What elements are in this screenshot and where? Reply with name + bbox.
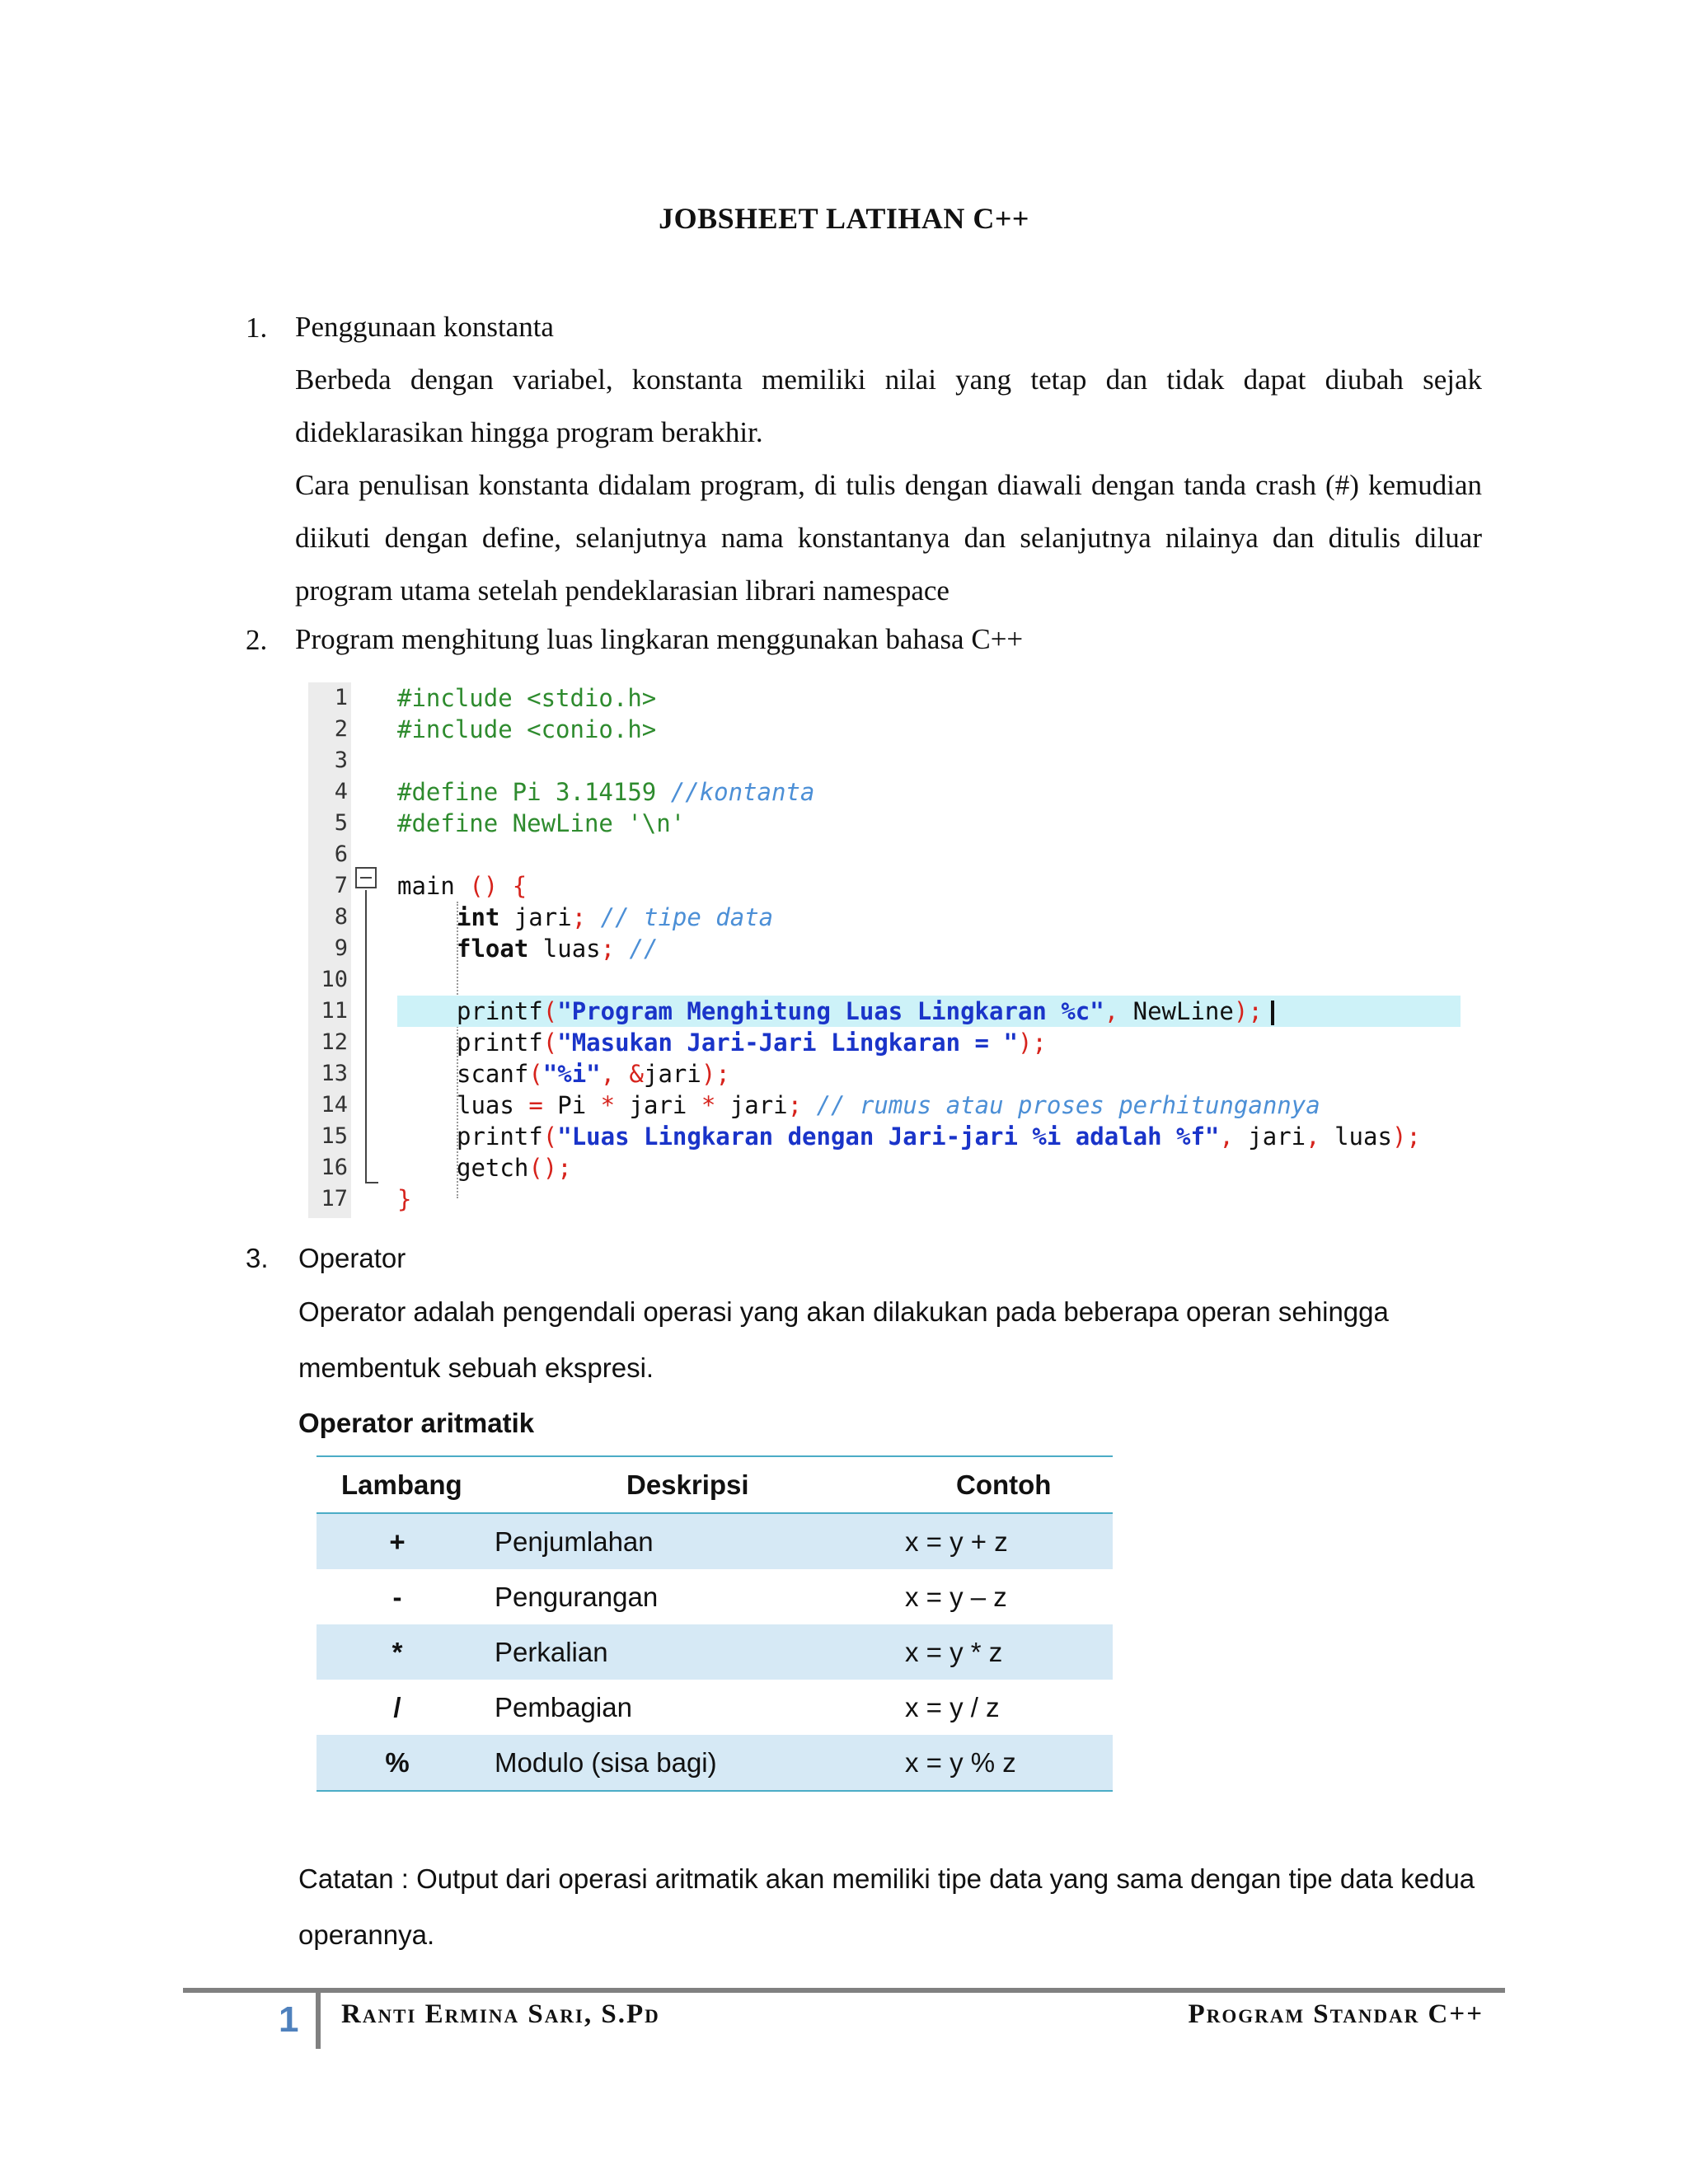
table-row <box>316 1514 1113 1569</box>
table-header-row <box>316 1457 1113 1512</box>
section-3-para: Operator adalah pengendali operasi yang akan dilakukan pada beberapa operan sehingga membentuk sebuah ekspresi. <box>298 1296 1389 1383</box>
row-example: x = y + z <box>905 1526 1008 1557</box>
row-example: x = y – z <box>905 1582 1007 1612</box>
code-line-9: float luas; // <box>457 935 659 963</box>
line-number: 11 <box>321 998 348 1024</box>
code-line-8: int jari; // tipe data <box>457 903 774 931</box>
footer-course: Program Standar C++ <box>1188 1999 1484 2029</box>
line-number: 14 <box>321 1092 348 1118</box>
line-number: 8 <box>334 904 348 930</box>
row-symbol: * <box>392 1637 403 1667</box>
table-row <box>316 1735 1113 1790</box>
row-description: Penjumlahan <box>495 1526 654 1557</box>
footer-author: Ranti Ermina Sari, S.Pd <box>341 1999 660 2029</box>
line-number: 9 <box>334 935 348 961</box>
line-number: 13 <box>321 1061 348 1086</box>
operator-subheading: Operator aritmatik <box>298 1408 535 1438</box>
row-description: Pengurangan <box>495 1582 659 1612</box>
line-number: 17 <box>321 1186 348 1212</box>
code-line-2: #include <conio.h> <box>397 715 657 743</box>
operator-table <box>316 1455 1113 1792</box>
code-line-7: main () { <box>397 872 528 900</box>
row-description: Modulo (sisa bagi) <box>495 1747 717 1778</box>
code-line-1: #include <stdio.h> <box>397 684 657 712</box>
fold-guide-end <box>365 1182 378 1183</box>
row-example: x = y * z <box>905 1637 1003 1667</box>
line-number: 12 <box>321 1029 348 1055</box>
section-2-number: 2. <box>246 624 268 656</box>
code-line-13: scanf("%i", &jari); <box>457 1060 730 1088</box>
row-symbol: / <box>393 1692 401 1722</box>
page-number: 1 <box>279 1999 299 2040</box>
code-line-4: #define Pi 3.14159 //kontanta <box>397 778 815 806</box>
row-symbol: % <box>385 1747 410 1778</box>
table-row <box>316 1624 1113 1680</box>
section-1-para-1: Berbeda dengan variabel, konstanta memiliki nilai yang tetap dan tidak dapat diubah sejak dideklarasikan hingga program berakhir. <box>295 363 1482 448</box>
row-symbol: + <box>389 1526 406 1557</box>
code-line-15: printf("Luas Lingkaran dengan Jari-jari %i adalah %f", jari, luas); <box>457 1122 1421 1151</box>
section-2-heading: Program menghitung luas lingkaran menggunakan bahasa C++ <box>295 623 1024 655</box>
table-row <box>316 1680 1113 1735</box>
section-3-number: 3. <box>246 1243 269 1273</box>
footer-divider <box>316 1993 321 2049</box>
code-editor <box>308 682 1461 1218</box>
fold-guide-line <box>365 890 367 1182</box>
code-line-5: #define NewLine '\n' <box>397 809 686 837</box>
note-text: Catatan : Output dari operasi aritmatik akan memiliki tipe data yang sama dengan tipe data kedua operannya. <box>298 1863 1475 1950</box>
row-description: Pembagian <box>495 1692 632 1722</box>
code-line-17: } <box>397 1185 412 1213</box>
line-number: 3 <box>334 748 348 773</box>
footer-rule <box>183 1988 1505 1993</box>
table-row <box>316 1569 1113 1624</box>
section-1-number: 1. <box>246 312 268 344</box>
header-contoh: Contoh <box>956 1469 1052 1500</box>
row-example: x = y / z <box>905 1692 1000 1722</box>
text-cursor <box>1271 1001 1274 1025</box>
header-lambang: Lambang <box>341 1469 462 1500</box>
fold-collapse-icon[interactable] <box>355 867 377 888</box>
section-1-heading: Penggunaan konstanta <box>295 311 554 343</box>
row-example: x = y % z <box>905 1747 1016 1778</box>
section-3-heading: Operator <box>298 1243 406 1273</box>
line-number: 5 <box>334 810 348 836</box>
code-line-11: printf("Program Menghitung Luas Lingkaran %c", NewLine); <box>457 996 1274 1027</box>
row-description: Perkalian <box>495 1637 608 1667</box>
code-line-16: getch(); <box>457 1154 572 1182</box>
line-number: 15 <box>321 1123 348 1149</box>
line-number: 2 <box>334 716 348 742</box>
line-number: 10 <box>321 967 348 992</box>
code-line-14: luas = Pi * jari * jari; // rumus atau proses perhitungannya <box>457 1091 1320 1119</box>
row-symbol: - <box>392 1582 402 1612</box>
line-number: 6 <box>334 841 348 867</box>
line-number: 1 <box>334 685 348 710</box>
header-deskripsi: Deskripsi <box>626 1469 749 1500</box>
line-number: 7 <box>334 873 348 898</box>
section-1-para-2: Cara penulisan konstanta didalam program, di tulis dengan diawali dengan tanda crash (#) kemudian diikuti dengan define, selanjutnya nama konstantanya dan selanjutnya nilainya dan ditulis diluar program utama setelah pendeklarasian librari namespace <box>295 469 1482 607</box>
line-number: 16 <box>321 1155 348 1180</box>
line-number: 4 <box>334 779 348 804</box>
code-line-12: printf("Masukan Jari-Jari Lingkaran = "); <box>457 1029 1047 1057</box>
page-title: JOBSHEET LATIHAN C++ <box>659 202 1029 235</box>
